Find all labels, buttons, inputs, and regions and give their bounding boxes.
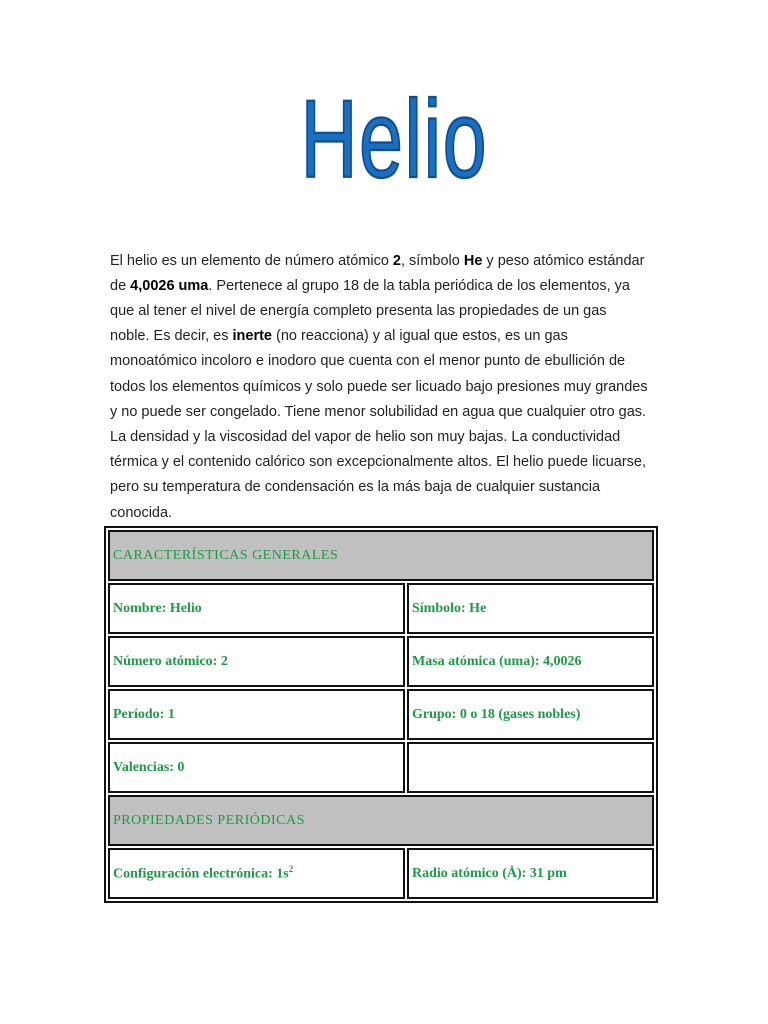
table-row	[108, 636, 654, 687]
cell-empty	[407, 742, 654, 793]
table-row	[108, 795, 654, 846]
symbol-bold: He	[463, 252, 483, 269]
paragraph-text-1: El helio es un elemento de número atómico	[110, 252, 393, 269]
atomic-weight-bold: 4,0026 uma	[130, 277, 209, 294]
table-row	[108, 530, 654, 581]
configuracion-superscript: 2	[288, 864, 294, 875]
paragraph-text-5: (no reacciona) y al igual que estos, es un gas monoatómico incoloro e inodoro que cuenta con el menor punto de ebullición de todos los elementos químicos y solo puede ser licuado bajo presiones muy grandes y no puede ser congelado. Tiene menor solubilidad en agua que cualquier otro gas. La densidad y la viscosidad del vapor de helio son muy bajas. La conductividad térmica y el contenido calórico son excepcionalmente altos. El helio puede licuarse, pero su temperatura de condensación es la más baja de cualquier sustancia conocida.	[110, 328, 648, 521]
document-title: Helio	[300, 77, 488, 201]
cell-masa-atomica: Masa atómica (uma): 4,0026	[407, 636, 654, 687]
atomic-number-bold: 2	[392, 252, 401, 269]
cell-radio-atomico: Radio atómico (Å): 31 pm	[407, 848, 654, 899]
intro-paragraph	[110, 249, 650, 526]
table-row	[108, 583, 654, 634]
cell-nombre: Nombre: Helio	[108, 583, 405, 634]
properties-table	[104, 526, 658, 903]
section-header-general: CARACTERÍSTICAS GENERALES	[108, 530, 654, 581]
table-row	[108, 742, 654, 793]
configuracion-text: Configuración electrónica: 1s	[113, 866, 289, 882]
cell-numero-atomico: Número atómico: 2	[108, 636, 405, 687]
paragraph-text-3: y peso atómico estándar de	[110, 252, 645, 294]
cell-configuracion	[108, 848, 405, 899]
paragraph-text-2: , símbolo	[401, 252, 464, 269]
paragraph-text-4: . Pertenece al grupo 18 de la tabla periódica de los elementos, ya que al tener el nivel de energía completo presenta las propiedades de un gas noble. Es decir, es	[110, 277, 630, 345]
section-header-periodic: PROPIEDADES PERIÓDICAS	[108, 795, 654, 846]
cell-simbolo: Símbolo: He	[407, 583, 654, 634]
inert-bold: inerte	[232, 328, 273, 345]
cell-valencias: Valencias: 0	[108, 742, 405, 793]
cell-periodo: Período: 1	[108, 689, 405, 740]
cell-grupo: Grupo: 0 o 18 (gases nobles)	[407, 689, 654, 740]
table-row	[108, 689, 654, 740]
table-row	[108, 848, 654, 899]
title-container	[0, 70, 768, 210]
